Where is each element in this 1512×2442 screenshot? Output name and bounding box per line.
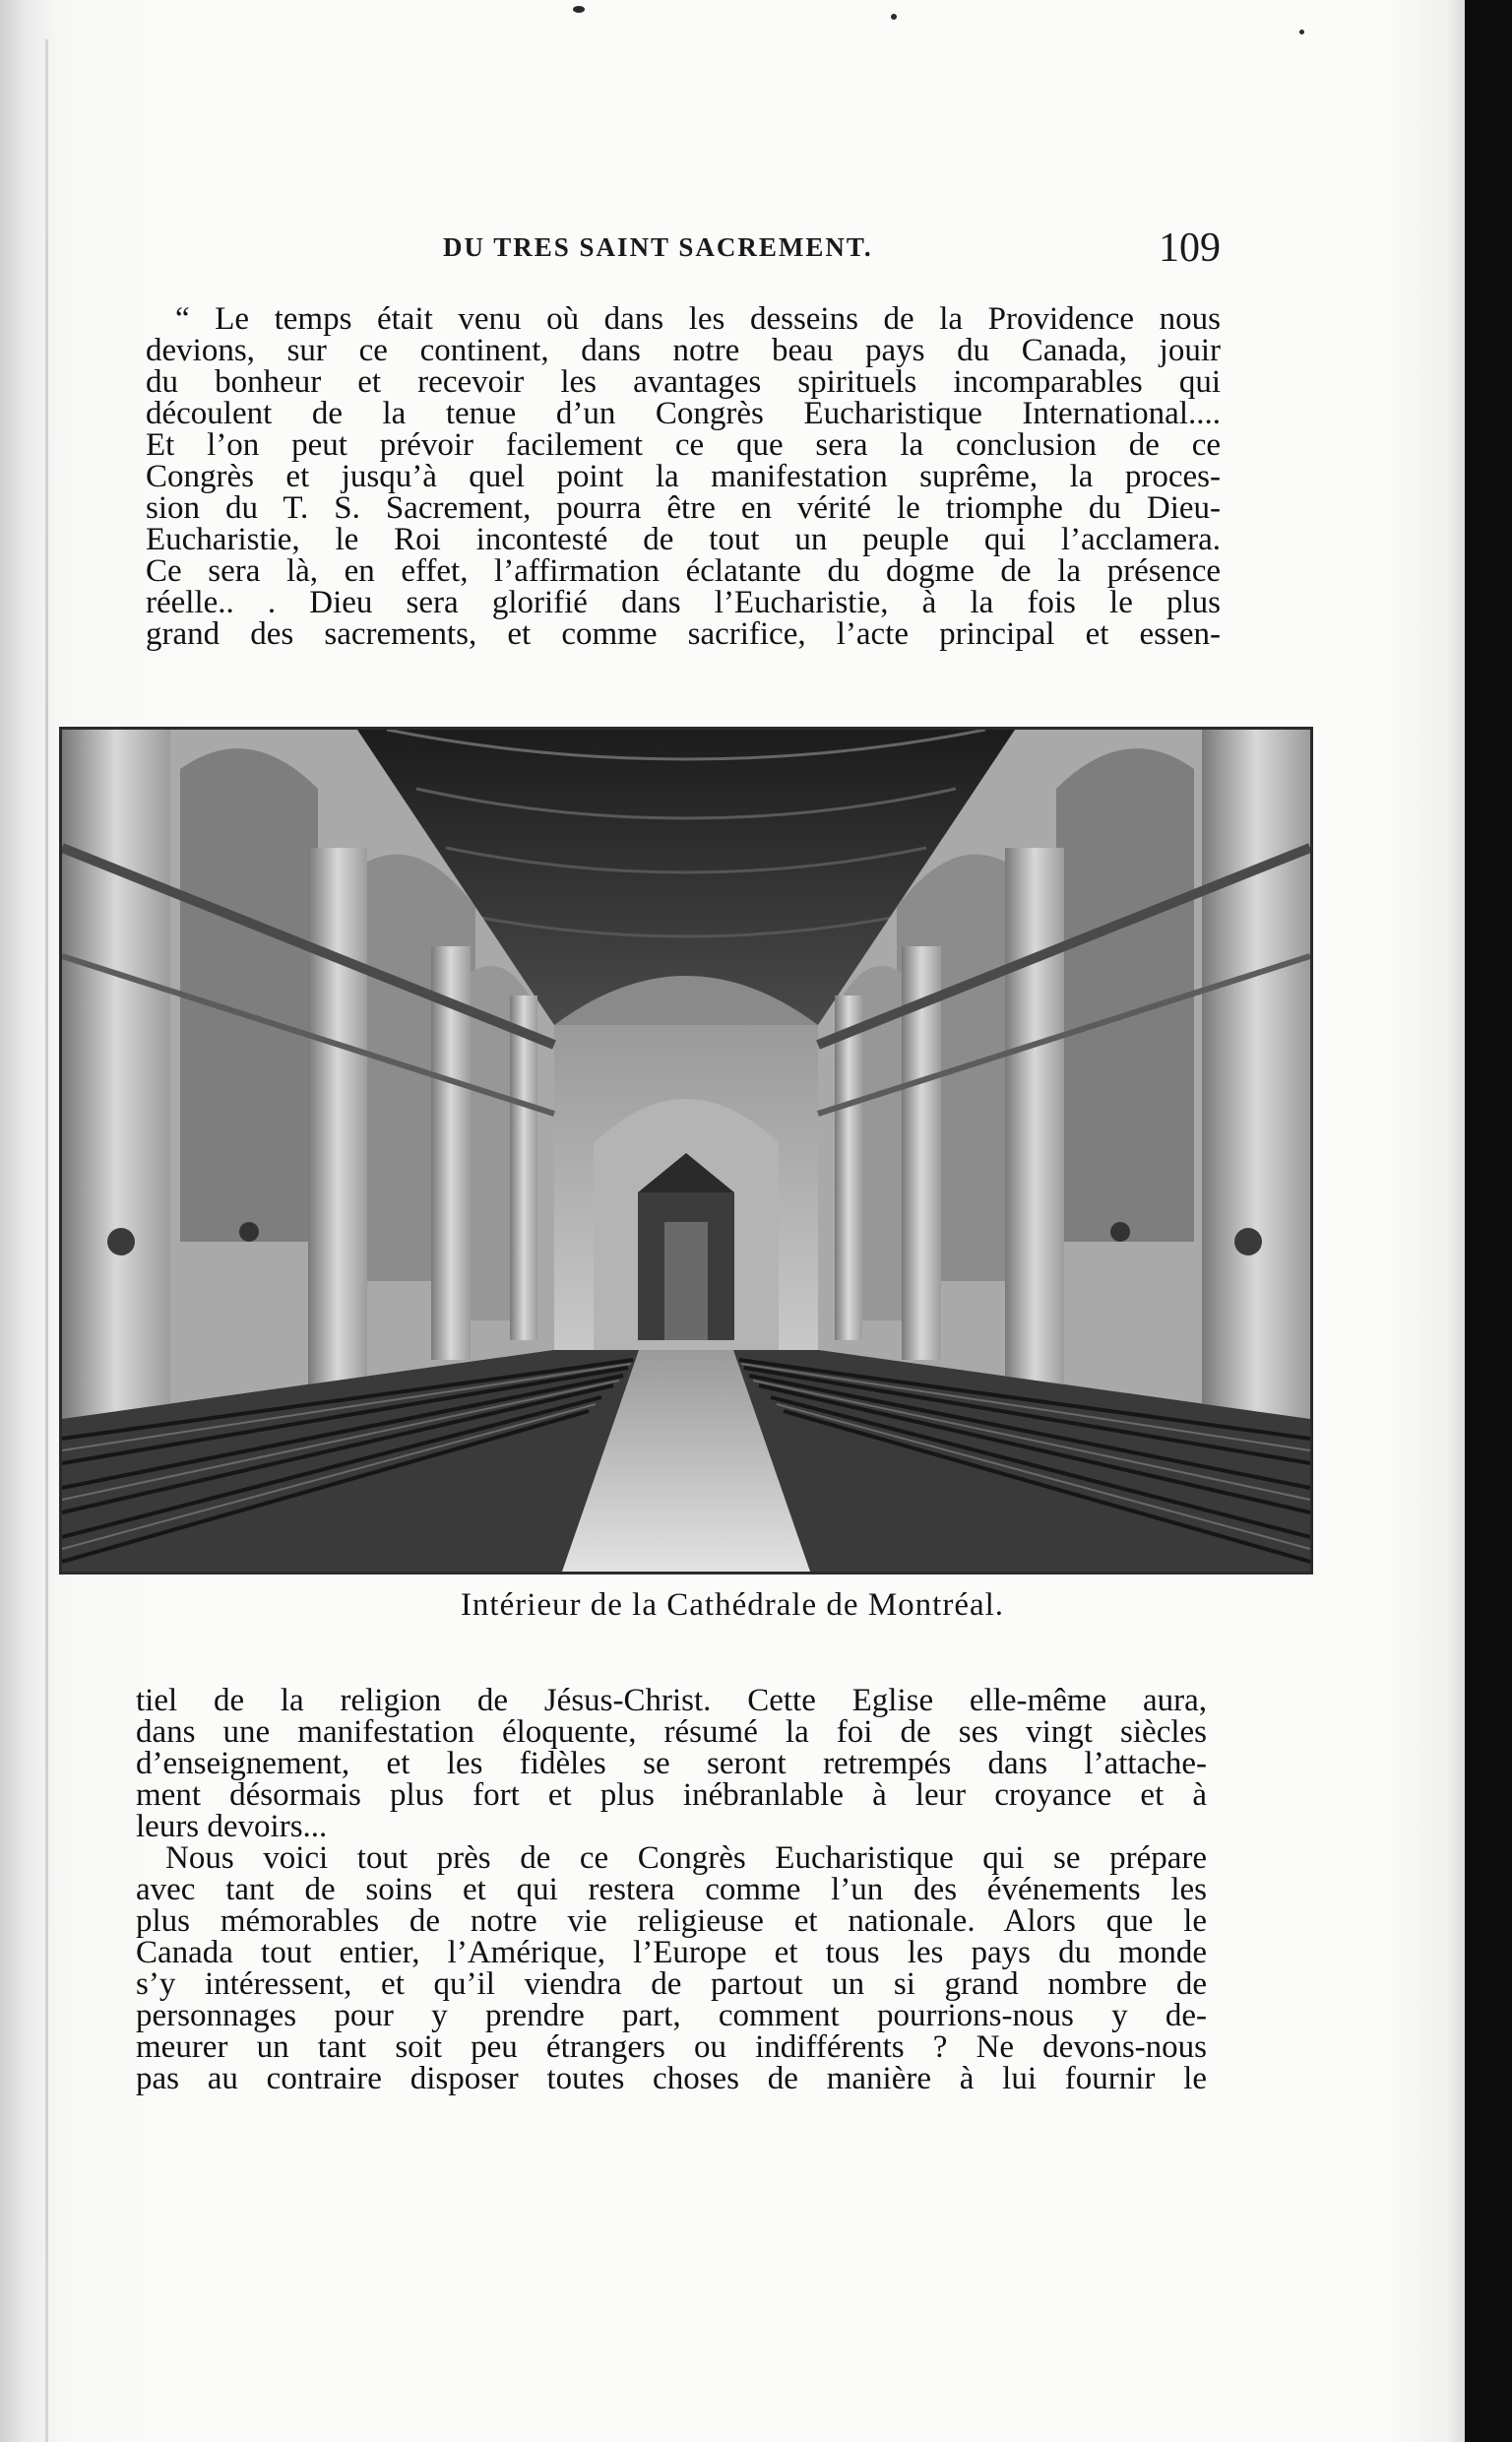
text-line: pas au contraire disposer toutes choses de manière à lui fournir le <box>136 2061 1207 2096</box>
text-line: meurer un tant soit peu étrangers ou indifférents ? Ne devons-nous <box>136 2029 1207 2065</box>
text-line: ment désormais plus fort et plus inébranlable à leur croyance et à <box>136 1777 1207 1813</box>
scan-border <box>1465 0 1512 2442</box>
scan-speck <box>1299 30 1304 34</box>
text-line: réelle.. . Dieu sera glorifié dans l’Eucharistie, à la fois le plus <box>146 585 1221 620</box>
text-line: dans une manifestation éloquente, résumé la foi de ses vingt siècles <box>136 1714 1207 1750</box>
text-line: avec tant de soins et qui restera comme l’un des événements les <box>136 1872 1207 1907</box>
text-line: d’enseignement, et les fidèles se seront retrempés dans l’attache- <box>136 1746 1207 1781</box>
text-line: grand des sacrements, et comme sacrifice, l’acte principal et essen- <box>146 616 1221 652</box>
text-line: Eucharistie, le Roi incontesté de tout un peuple qui l’acclamera. <box>146 522 1221 557</box>
text-line: leurs devoirs... <box>136 1809 328 1844</box>
paragraph-continuation <box>136 1685 1207 2094</box>
text-line: devions, sur ce continent, dans notre beau pays du Canada, jouir <box>146 333 1221 368</box>
text-line: sion du T. S. Sacrement, pourra être en vérité le triomphe du Dieu- <box>146 490 1221 526</box>
page-gutter <box>45 39 48 2442</box>
scan-speck <box>573 6 585 13</box>
text-line: du bonheur et recevoir les avantages spirituels incomparables qui <box>146 364 1221 400</box>
running-head <box>148 225 1221 284</box>
text-line: personnages pour y prendre part, comment pourrions-nous y de- <box>136 1998 1207 2033</box>
text-line: tiel de la religion de Jésus-Christ. Cette Eglise elle-même aura, <box>136 1683 1207 1718</box>
text-line: “ Le temps était venu où dans les desseins de la Providence nous <box>175 301 1221 337</box>
text-line: découlent de la tenue d’un Congrès Eucharistique International.... <box>146 396 1221 431</box>
text-line: plus mémorables de notre vie religieuse et nationale. Alors que le <box>136 1903 1207 1939</box>
text-line: Canada tout entier, l’Amérique, l’Europe et tous les pays du monde <box>136 1935 1207 1970</box>
text-line: s’y intéressent, et qu’il viendra de partout un si grand nombre de <box>136 1966 1207 2002</box>
cathedral-photograph <box>59 727 1313 1574</box>
text-line: Et l’on peut prévoir facilement ce que sera la conclusion de ce <box>146 427 1221 463</box>
text-line: Congrès et jusqu’à quel point la manifestation suprême, la proces- <box>146 459 1221 494</box>
running-title: DU TRES SAINT SACREMENT. <box>443 232 873 262</box>
figure-caption: Intérieur de la Cathédrale de Montréal. <box>460 1587 1005 1623</box>
scan-speck <box>891 14 897 20</box>
text-line: Nous voici tout près de ce Congrès Eucharistique qui se prépare <box>165 1840 1207 1876</box>
paragraph-quote-top <box>146 303 1221 650</box>
page-number: 109 <box>1159 225 1221 271</box>
text-line: Ce sera là, en effet, l’affirmation éclatante du dogme de la présence <box>146 553 1221 589</box>
